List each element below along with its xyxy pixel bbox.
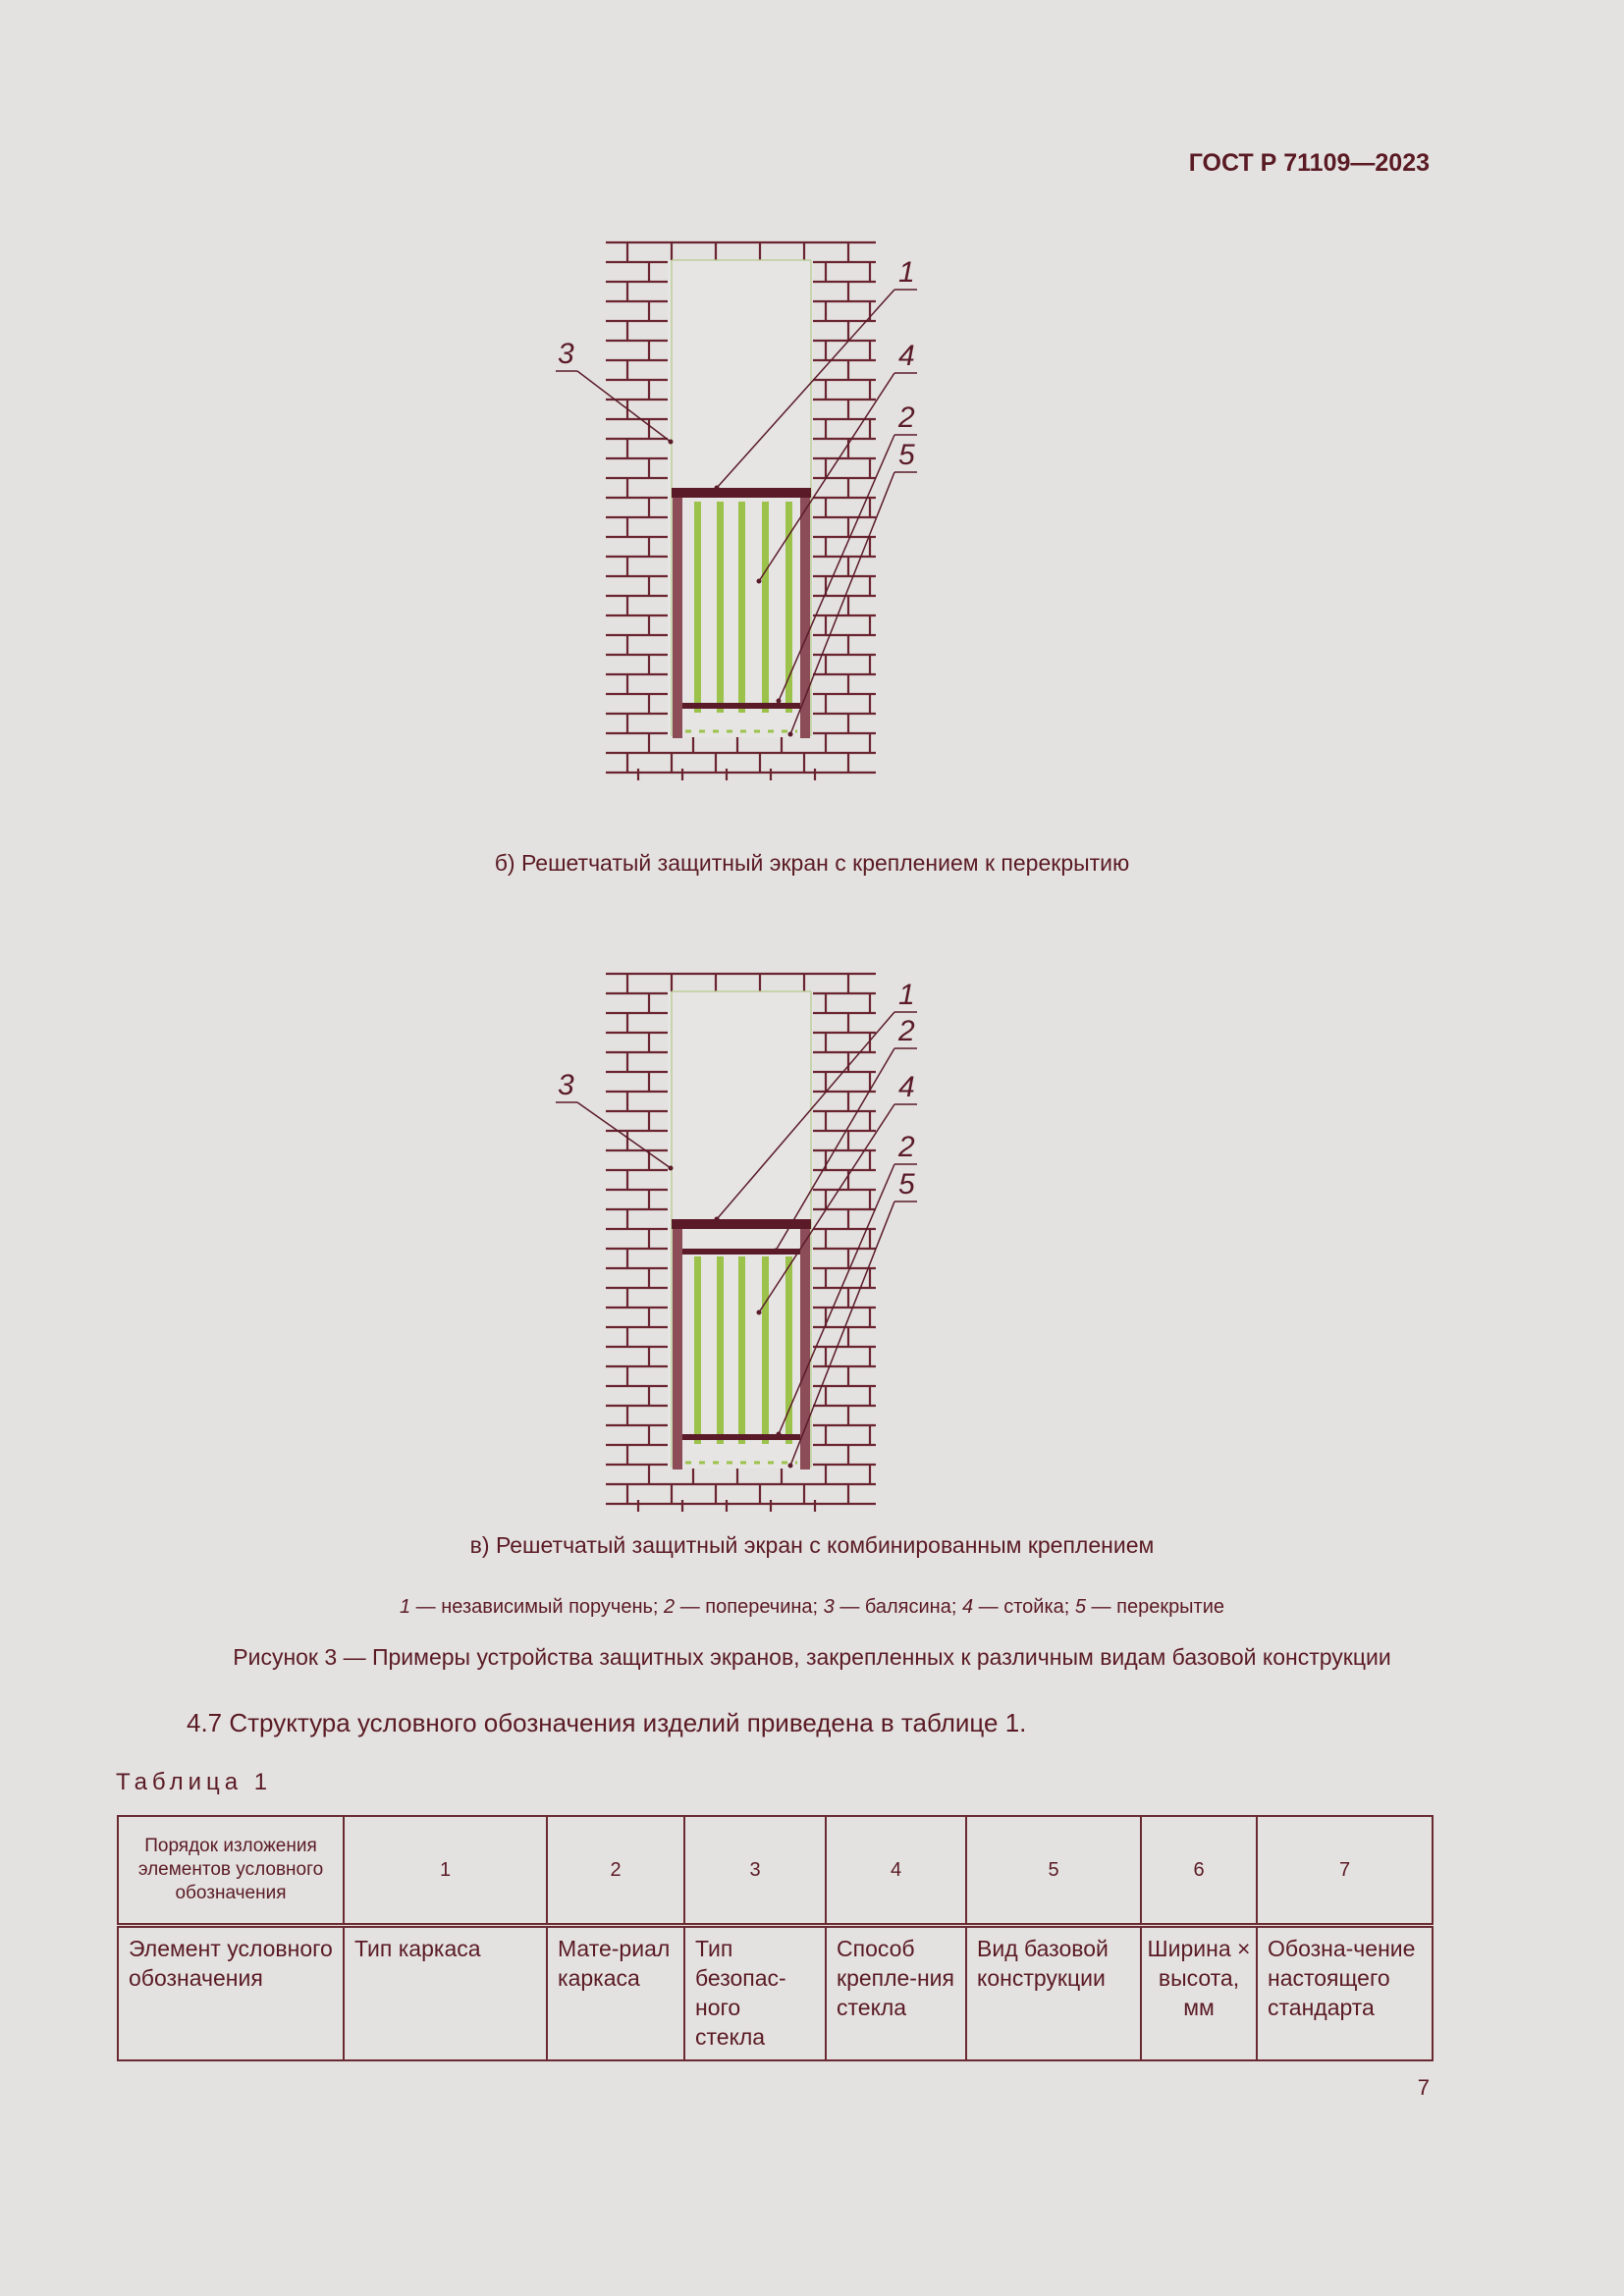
figure-b-drawing: [550, 231, 1080, 790]
callout-label: 2: [898, 1015, 915, 1047]
leader-dot: [669, 1166, 674, 1171]
crossbar: [682, 703, 800, 709]
legend-num: 5: [1074, 1596, 1086, 1618]
baluster: [738, 502, 745, 713]
crossbar: [682, 1249, 800, 1255]
post: [673, 1222, 682, 1469]
crossbar: [682, 1434, 800, 1440]
leader-line: [577, 371, 671, 442]
table-caption: Таблица 1: [116, 1769, 273, 1795]
legend-text: — балясина;: [834, 1596, 962, 1618]
table-cell: Порядок изложения элементов условного обозначения: [118, 1816, 344, 1926]
figure-v-caption: в) Решетчатый защитный экран с комбинированным креплением: [469, 1532, 1155, 1558]
document-number: ГОСТ Р 71109—2023: [1188, 149, 1430, 177]
leader-dot: [757, 1310, 762, 1315]
table-cell: 6: [1141, 1816, 1257, 1926]
figure-b-caption: б) Решетчатый защитный экран с креплением к перекрытию: [494, 850, 1130, 876]
callout-label: 2: [898, 401, 915, 434]
leader-dot: [715, 486, 720, 491]
handrail: [672, 488, 811, 498]
legend-num: 1: [399, 1596, 411, 1618]
post: [673, 491, 682, 738]
callout-label: 4: [898, 1071, 915, 1103]
table-cell: Тип безопас-ного стекла: [684, 1926, 826, 2061]
leader-dot: [788, 732, 793, 737]
leader-dot: [715, 1217, 720, 1222]
figure-title: Рисунок 3 — Примеры устройства защитных экранов, закрепленных к различным видам базовой конструкции: [233, 1644, 1391, 1670]
baluster: [738, 1256, 745, 1444]
handrail: [672, 1219, 811, 1229]
baluster: [717, 1256, 724, 1444]
table-cell: Ширина × высота, мм: [1141, 1926, 1257, 2061]
baluster: [762, 1256, 769, 1444]
callout-label: 1: [898, 979, 915, 1011]
figure-legend: [0, 1596, 1624, 1619]
legend-text: — независимый поручень;: [410, 1596, 665, 1618]
callout-label: 2: [898, 1131, 915, 1163]
table-header-row: [118, 1816, 1433, 1926]
leader-dot: [774, 1249, 779, 1254]
baluster: [717, 502, 724, 713]
table-row: [118, 1926, 1433, 2061]
table-cell: Вид базовой конструкции: [966, 1926, 1141, 2061]
legend-num: 4: [961, 1596, 974, 1618]
baluster: [694, 1256, 701, 1444]
table-cell: 5: [966, 1816, 1141, 1926]
leader-dot: [669, 440, 674, 445]
table-cell: Мате-риал каркаса: [547, 1926, 684, 2061]
leader-dot: [777, 1432, 782, 1437]
post: [800, 1222, 810, 1469]
leader-dot: [777, 699, 782, 704]
table-cell: 7: [1257, 1816, 1433, 1926]
callout-label: 3: [558, 338, 574, 370]
table-cell: 4: [826, 1816, 966, 1926]
legend-num: 2: [664, 1596, 676, 1618]
callout-label: 5: [898, 1168, 915, 1201]
table-cell: 3: [684, 1816, 826, 1926]
baluster: [694, 502, 701, 713]
table-cell: Способ крепле-ния стекла: [826, 1926, 966, 2061]
callout-label: 4: [898, 340, 915, 372]
table-cell: Обозна-чение настоящего стандарта: [1257, 1926, 1433, 2061]
legend-text: — поперечина;: [675, 1596, 824, 1618]
leader-dot: [788, 1464, 793, 1468]
post: [800, 491, 810, 738]
callout-label: 1: [898, 256, 915, 289]
baluster: [762, 502, 769, 713]
table-cell: Элемент условного обозначения: [118, 1926, 344, 2061]
table-cell: Тип каркаса: [344, 1926, 547, 2061]
legend-text: — стойка;: [973, 1596, 1075, 1618]
legend-num: 3: [823, 1596, 835, 1618]
legend-text: — перекрытие: [1086, 1596, 1225, 1618]
paragraph-4-7: 4.7 Структура условного обозначения изделий приведена в таблице 1.: [187, 1708, 1027, 1737]
table-cell: 1: [344, 1816, 547, 1926]
figure-v-drawing: [550, 962, 1080, 1522]
leader-dot: [757, 579, 762, 584]
callout-label: 5: [898, 439, 915, 471]
table-cell: 2: [547, 1816, 684, 1926]
page-number: 7: [1417, 2075, 1430, 2100]
callout-label: 3: [558, 1069, 574, 1101]
designation-table: [117, 1815, 1434, 2061]
